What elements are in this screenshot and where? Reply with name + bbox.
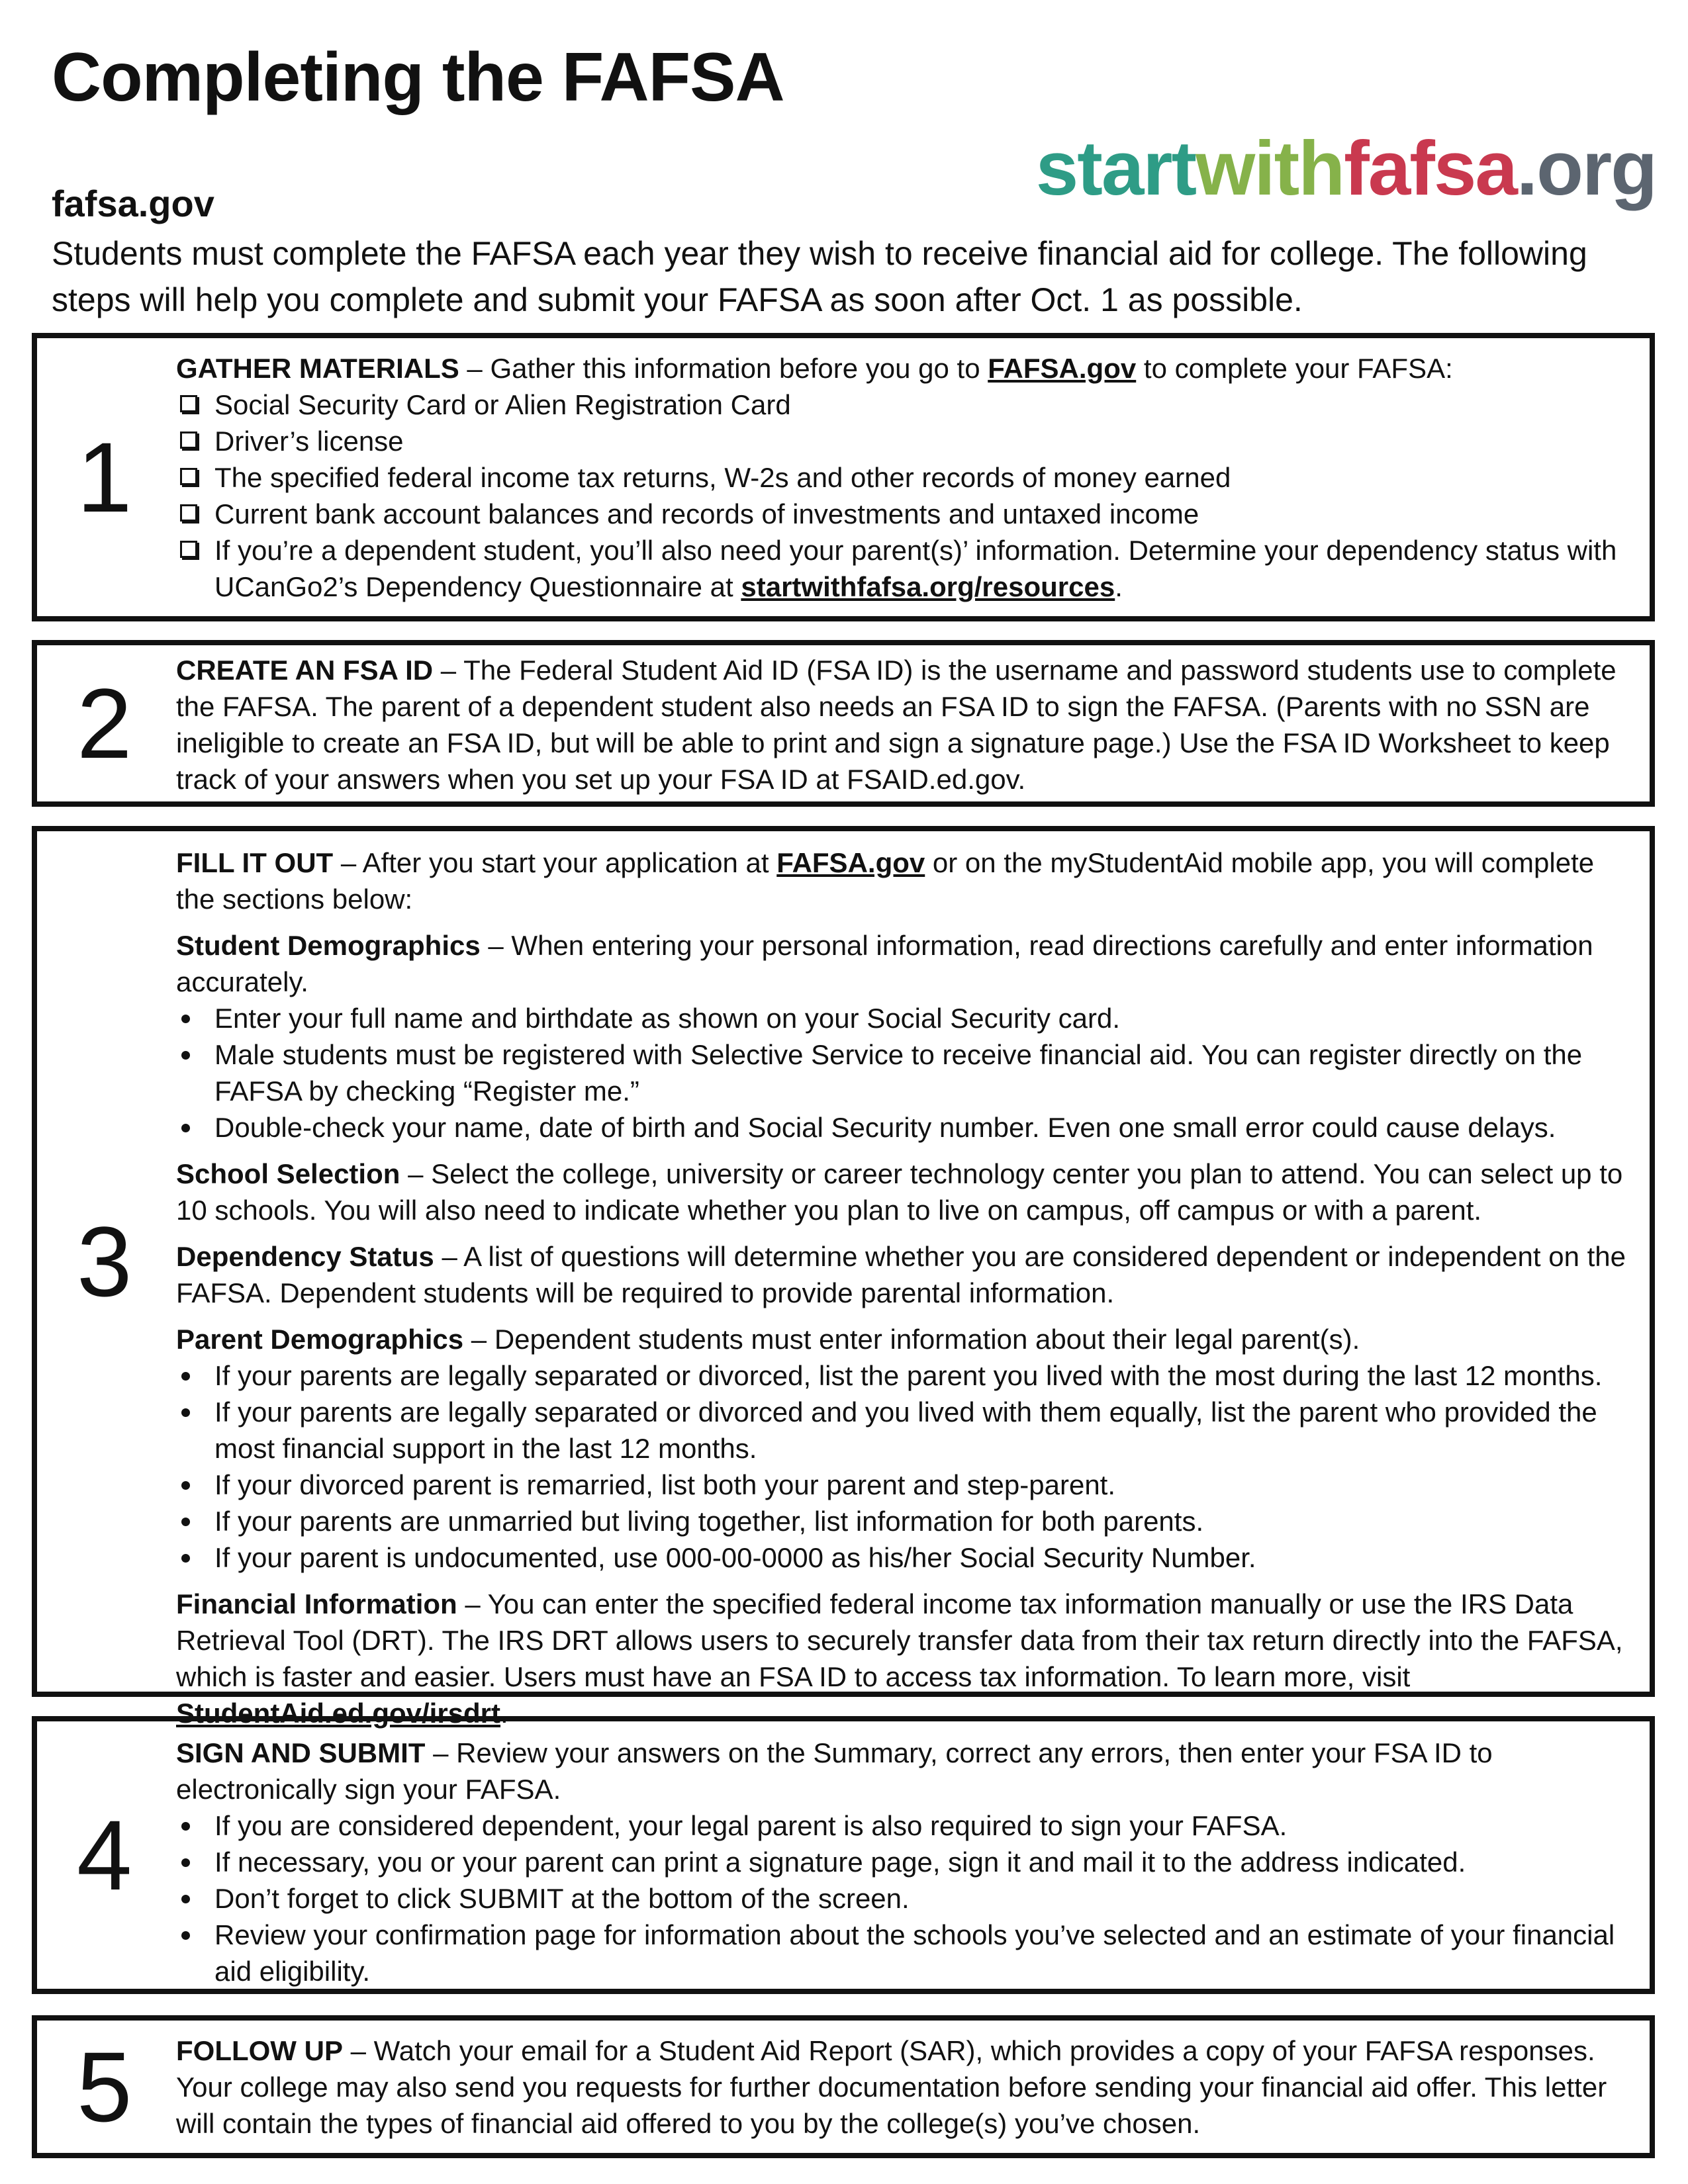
student-demographics-section: Student Demographics – When entering your personal information, read directions carefully and enter information accurately. bbox=[176, 930, 1593, 997]
step-heading: SIGN AND SUBMIT bbox=[176, 1737, 426, 1768]
financial-information-section: Financial Information – You can enter the specified federal income tax information manually or use the IRS Data Retrieval Tool (DRT). The IRS DRT allows users to securely transfer data from their tax return directly into the FAFSA, which is faster and easier. Users must have an FSA ID to access tax information. To learn more, visit StudentAid.ed.gov/irsdrt. bbox=[176, 1588, 1623, 1729]
list-item: Review your confirmation page for information about the schools you’ve selected and an estimate of your financial aid eligibility. bbox=[176, 1917, 1638, 1989]
step-3-content: FILL IT OUT – After you start your application at FAFSA.gov or on the myStudentAid mobile app, you will complete the sections below: Student Demographics – When entering your personal information, read directions carefully and enter information accurately. Enter your full name and birthdate as shown on your Social Security card. Male students must be registered with Selective Service to receive financial aid. You can register directly on the FAFSA by checking “Register me.” Double-check your name, date of birth and Social Security number. Even one small error could cause delays. School Selection – Select the college, university or career technology center you plan to attend. You can select up to 10 schools. You will also need to indicate whether you plan to live on campus, off campus or with a parent. Dependency Status – A list of questions will determine whether you are considered dependent or independent on the FAFSA. Dependent students will be required to provide parental information. Parent Demographics – Dependent students must enter information about their legal parent(s). If your parents are legally separated or divorced, list the parent you lived with the most during the last 12 months. If your parents are legally separated or divorced and you lived with them equally, list the parent who provided the most financial support in the last 12 months. If your divorced parent is remarried, list both your parent and step-parent. If your parents are unmarried but living together, list information for both parents. If your parent is undocumented, use 000-00-0000 as his/her Social Security Number. Financial Information – You can enter the specified federal income tax information manually or use the IRS Data Retrieval Tool (DRT). The IRS DRT allows users to securely transfer data from their tax return directly into the FAFSA, which is faster and easier. Users must have an FSA ID to access tax information. To learn more, visit StudentAid.ed.gov/irsdrt. bbox=[176, 844, 1638, 1731]
bullet-icon bbox=[181, 1051, 190, 1060]
resources-link[interactable]: startwithfafsa.org/resources bbox=[741, 571, 1115, 602]
step-number: 1 bbox=[77, 422, 132, 533]
step-number: 5 bbox=[77, 2031, 132, 2142]
list-item: If necessary, you or your parent can print a signature page, sign it and mail it to the address indicated. bbox=[176, 1844, 1638, 1880]
intro-text: Students must complete the FAFSA each year they wish to receive financial aid for college. The following steps will help you complete and submit your FAFSA as soon after Oct. 1 as possible. bbox=[52, 235, 1587, 318]
bullet-list bbox=[176, 1357, 1638, 1576]
checklist-item: Current bank account balances and records of investments and untaxed income bbox=[176, 496, 1638, 532]
checklist-item: The specified federal income tax returns, W-2s and other records of money earned bbox=[176, 459, 1638, 496]
startwithfafsa-logo: startwithfafsa.org bbox=[1035, 125, 1656, 211]
step-heading: GATHER MATERIALS bbox=[176, 353, 459, 384]
list-item: Male students must be registered with Selective Service to receive financial aid. You can register directly on the FAFSA by checking “Register me.” bbox=[176, 1036, 1638, 1109]
step-number: 4 bbox=[77, 1799, 132, 1911]
step-2-box bbox=[32, 640, 1655, 807]
list-item: If you are considered dependent, your legal parent is also required to sign your FAFSA. bbox=[176, 1807, 1638, 1844]
step-1-box bbox=[32, 333, 1655, 621]
list-item: If your parents are legally separated or divorced, list the parent you lived with the most during the last 12 months. bbox=[176, 1357, 1638, 1394]
fafsa-link[interactable]: FAFSA.gov bbox=[988, 353, 1137, 384]
dependency-status-section: Dependency Status – A list of questions will determine whether you are considered dependent or independent on the FAFSA. Dependent students will be required to provide parental information. bbox=[176, 1241, 1626, 1308]
list-item: If your divorced parent is remarried, list both your parent and step-parent. bbox=[176, 1467, 1638, 1503]
fafsa-link[interactable]: FAFSA.gov bbox=[776, 847, 925, 878]
step-5-content: FOLLOW UP – Watch your email for a Student Aid Report (SAR), which provides a copy of your FAFSA responses. Your college may also send you requests for further documentation before sending your financial aid offer. This letter will contain the types of financial aid offered to you by the college(s) you’ve chosen. bbox=[176, 2035, 1607, 2139]
step-heading: CREATE AN FSA ID bbox=[176, 655, 434, 686]
page-title: Completing the FAFSA bbox=[52, 39, 784, 116]
bullet-icon bbox=[181, 1015, 190, 1023]
bullet-icon bbox=[181, 1408, 190, 1417]
step-2-content: CREATE AN FSA ID – The Federal Student Aid ID (FSA ID) is the username and password students use to complete the FAFSA. The parent of a dependent student also needs an FSA ID to sign the FAFSA. (Parents with no SSN are ineligible to create an FSA ID, but will be able to print and sign a signature page.) Use the FSA ID Worksheet to keep track of your answers when you set up your FSA ID at FSAID.ed.gov. bbox=[176, 655, 1617, 795]
checklist bbox=[176, 387, 1638, 605]
checkbox-icon[interactable] bbox=[180, 541, 197, 558]
list-item: Don’t forget to click SUBMIT at the bottom of the screen. bbox=[176, 1880, 1638, 1917]
step-4-content: SIGN AND SUBMIT – Review your answers on the Summary, correct any errors, then enter your FSA ID to electronically sign your FAFSA. If you are considered dependent, your legal parent is also required to sign your FAFSA. If necessary, you or your parent can print a signature page, sign it and mail it to the address indicated. Don’t forget to click SUBMIT at the bottom of the screen. Review your confirmation page for information about the schools you’ve selected and an estimate of your financial aid eligibility. bbox=[176, 1735, 1638, 1989]
bullet-icon bbox=[181, 1858, 190, 1867]
bullet-icon bbox=[181, 1481, 190, 1490]
bullet-icon bbox=[181, 1554, 190, 1563]
step-5-box bbox=[32, 2015, 1655, 2158]
bullet-icon bbox=[181, 1372, 190, 1381]
checkbox-icon[interactable] bbox=[180, 395, 197, 412]
list-item: Double-check your name, date of birth and Social Security number. Even one small error could cause delays. bbox=[176, 1109, 1638, 1146]
checkbox-icon[interactable] bbox=[180, 468, 197, 485]
checklist-item: Social Security Card or Alien Registration Card bbox=[176, 387, 1638, 423]
step-heading: FILL IT OUT bbox=[176, 847, 334, 878]
subtitle: fafsa.gov bbox=[52, 183, 214, 224]
checkbox-icon[interactable] bbox=[180, 432, 197, 449]
step-number: 3 bbox=[77, 1206, 132, 1317]
step-heading: FOLLOW UP bbox=[176, 2035, 343, 2066]
list-item: If your parent is undocumented, use 000-00-0000 as his/her Social Security Number. bbox=[176, 1539, 1638, 1576]
bullet-list bbox=[176, 1807, 1638, 1989]
checkbox-icon[interactable] bbox=[180, 504, 197, 522]
bullet-icon bbox=[181, 1822, 190, 1831]
parent-demographics-section: Parent Demographics – Dependent students must enter information about their legal parent(s). bbox=[176, 1324, 1360, 1355]
step-4-box bbox=[32, 1716, 1655, 1994]
checklist-item: If you’re a dependent student, you’ll also need your parent(s)’ information. Determine your dependency status with UCanGo2’s Dependency Questionnaire at startwithfafsa.org/resources. bbox=[176, 532, 1638, 605]
list-item: Enter your full name and birthdate as shown on your Social Security card. bbox=[176, 1000, 1638, 1036]
checklist-item: Driver’s license bbox=[176, 423, 1638, 459]
bullet-icon bbox=[181, 1931, 190, 1940]
bullet-icon bbox=[181, 1124, 190, 1132]
bullet-icon bbox=[181, 1895, 190, 1903]
list-item: If your parents are legally separated or divorced and you lived with them equally, list the parent who provided the most financial support in the last 12 months. bbox=[176, 1394, 1638, 1467]
step-number: 2 bbox=[77, 668, 132, 779]
step-1-content: GATHER MATERIALS – Gather this information before you go to FAFSA.gov to complete your FAFSA: Social Security Card or Alien Registration Card Driver’s license The specified federal income tax returns, W-2s and other records of money earned Current bank account balances and records of investments and untaxed income If you’re a dependent student, you’ll also need your parent(s)’ information. Determine your dependency status with UCanGo2’s Dependency Questionnaire at startwithfafsa.org/resources. bbox=[176, 350, 1638, 605]
school-selection-section: School Selection – Select the college, university or career technology center you plan to attend. You can select up to 10 schools. You will also need to indicate whether you plan to live on campus, off campus or with a parent. bbox=[176, 1158, 1623, 1226]
step-3-box bbox=[32, 826, 1655, 1729]
bullet-list bbox=[176, 1000, 1638, 1146]
bullet-icon bbox=[181, 1518, 190, 1526]
list-item: If your parents are unmarried but living together, list information for both parents. bbox=[176, 1503, 1638, 1539]
irsdrt-link[interactable]: StudentAid.ed.gov/irsdrt bbox=[176, 1698, 501, 1729]
